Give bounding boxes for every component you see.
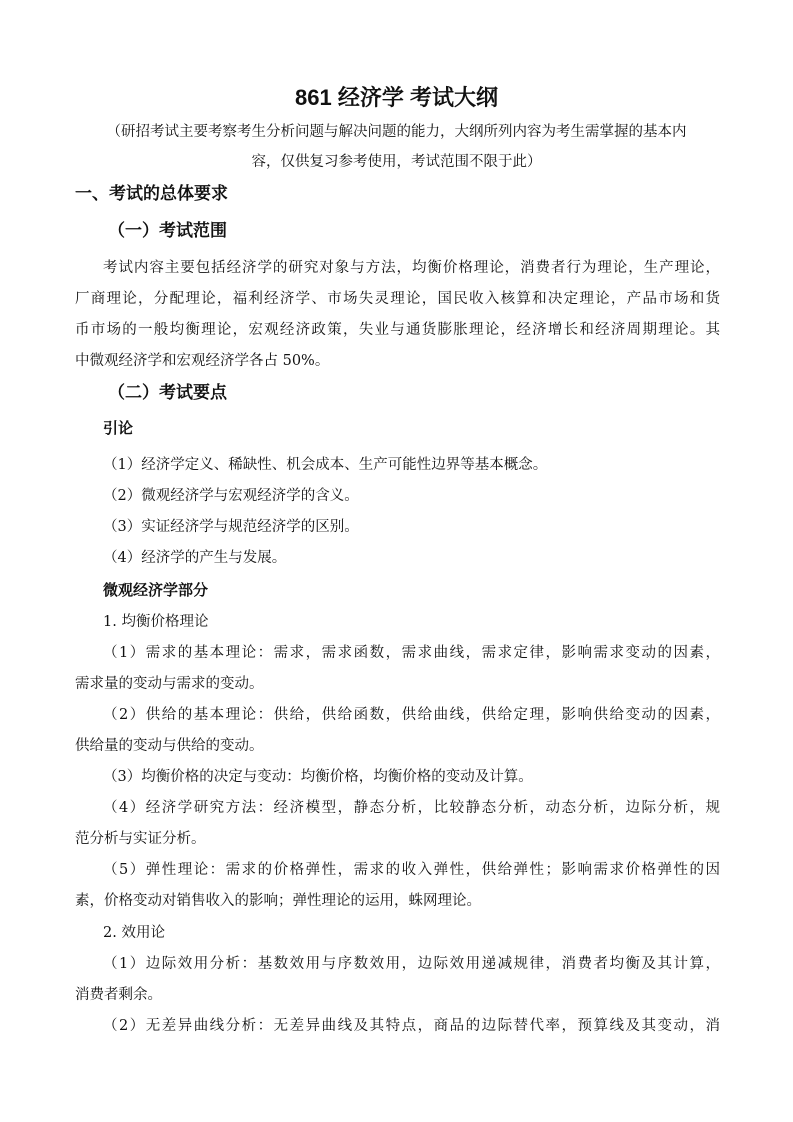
chapter-heading: 2. 效用论 (103, 925, 165, 941)
paragraph-line: 范分析与实证分析。 (75, 831, 206, 847)
paragraph-line: 中微观经济学和宏观经济学各占 50%。 (75, 353, 330, 369)
note-line: （研招考试主要考察考生分析问题与解决问题的能力，大纲所列内容为考生需掌握的基本内 (106, 124, 687, 140)
list-item: （4）经济学的产生与发展。 (103, 550, 287, 566)
paragraph-line: （1）需求的基本理论：需求，需求函数，需求曲线，需求定律，影响需求变动的因素， (103, 645, 720, 661)
paragraph-line: （5）弹性理论：需求的价格弹性，需求的收入弹性，供给弹性；影响需求价格弹性的因 (103, 862, 720, 878)
list-item: （1）经济学定义、稀缺性、机会成本、生产可能性边界等基本概念。 (103, 457, 548, 473)
paragraph-line: 需求量的变动与需求的变动。 (75, 676, 264, 692)
paragraph-line: 币市场的一般均衡理论，宏观经济政策，失业与通货膨胀理论，经济增长和经济周期理论。其 (75, 322, 720, 338)
topic-heading: 微观经济学部分 (103, 581, 209, 599)
note-line: 容，仅供复习参考使用，考试范围不限于此） (251, 154, 542, 170)
document-title: 861 经济学 考试大纲 (295, 85, 498, 110)
paragraph-line: 厂商理论，分配理论，福利经济学、市场失灵理论，国民收入核算和决定理论，产品市场和货 (75, 291, 720, 307)
paragraph-line: （1）边际效用分析：基数效用与序数效用，边际效用递减规律，消费者均衡及其计算， (103, 956, 720, 972)
paragraph-line: 消费者剩余。 (75, 987, 162, 1003)
list-item: （3）实证经济学与规范经济学的区别。 (103, 519, 359, 535)
paragraph-line: 素，价格变动对销售收入的影响；弹性理论的运用，蛛网理论。 (75, 893, 481, 909)
chapter-heading: 1. 均衡价格理论 (103, 614, 209, 630)
paragraph-line: 供给量的变动与供给的变动。 (75, 738, 264, 754)
paragraph-line: （2）无差异曲线分析：无差异曲线及其特点，商品的边际替代率，预算线及其变动，消 (103, 1018, 720, 1034)
section-heading: 一、考试的总体要求 (75, 184, 228, 204)
paragraph-line: （4）经济学研究方法：经济模型，静态分析，比较静态分析，动态分析，边际分析，规 (103, 800, 720, 816)
paragraph-line: 考试内容主要包括经济学的研究对象与方法，均衡价格理论，消费者行为理论，生产理论， (103, 260, 720, 276)
paragraph-line: （3）均衡价格的决定与变动：均衡价格，均衡价格的变动及计算。 (103, 769, 533, 785)
topic-heading: 引论 (103, 419, 134, 437)
paragraph-line: （2）供给的基本理论：供给，供给函数，供给曲线，供给定理，影响供给变动的因素， (103, 707, 720, 723)
subsection-heading: （二）考试要点 (108, 383, 227, 403)
list-item: （2）微观经济学与宏观经济学的含义。 (103, 488, 359, 504)
subsection-heading: （一）考试范围 (108, 221, 227, 241)
